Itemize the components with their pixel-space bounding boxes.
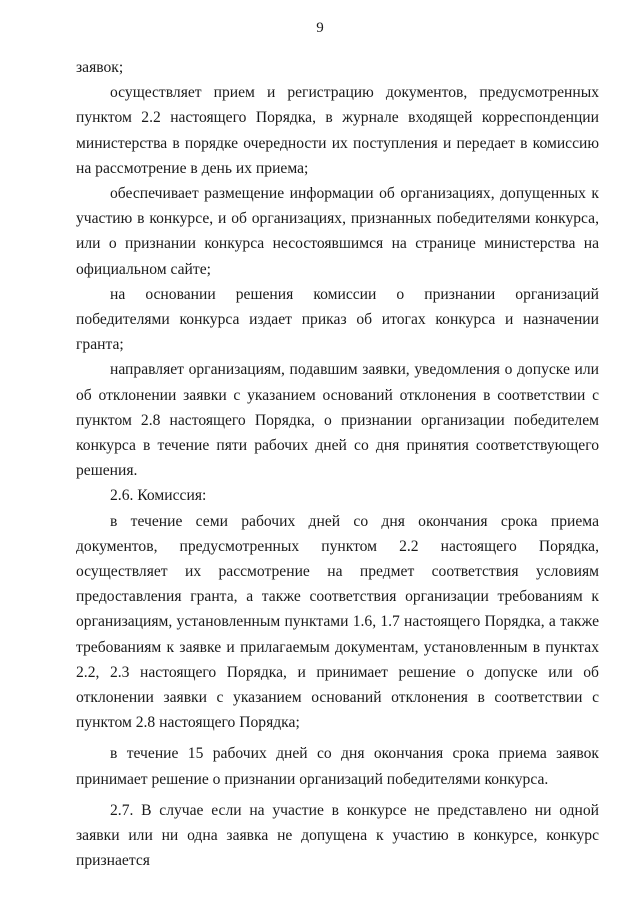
page-number: 9: [316, 20, 324, 36]
paragraph-order-issuing: на основании решения комиссии о признании организаций победителями конкурса издает приказ об итогах конкурса и назначении гранта;: [76, 285, 599, 354]
paragraph-commission-review: в течение семи рабочих дней со дня окончания срока приема документов, предусмотренных пунктом 2.2 настоящего Порядка, осуществляет их рассмотрение на предмет соответствия условиям предоставления гранта, а также соответствия организации требованиям к организациям, установленным пунктами 1.6, 1.7 настоящего Порядка, а также требованиям к заявке и прилагаемым документам, установленным в пунктах 2.2, 2.3 настоящего Порядка, и принимает решение о допуске или об отклонении заявки с указанием оснований отклонения в соответствии с пунктом 2.8 настоящего Порядка;: [76, 512, 599, 732]
paragraph-continuation: заявок;: [76, 59, 124, 76]
document-body: [76, 55, 599, 874]
paragraph-2-7: 2.7. В случае если на участие в конкурсе не представлено ни одной заявки или ни одна заявка не допущена к участию в конкурсе, конкурс признается: [76, 801, 599, 870]
paragraph-registration: осуществляет прием и регистрацию документов, предусмотренных пунктом 2.2 настоящего Порядка, в журнале входящей корреспонденции министерства в порядке очередности их поступления и передает в комиссию на рассмотрение в день их приема;: [76, 84, 599, 177]
section-heading-2-6: 2.6. Комиссия:: [110, 487, 207, 505]
paragraph-information-posting: обеспечивает размещение информации об организациях, допущенных к участию в конкурсе, и об организациях, признанных победителями конкурса, или о признании конкурса несостоявшимся на странице министерства на официальном сайте;: [76, 185, 599, 278]
paragraph-commission-decision: в течение 15 рабочих дней со дня окончания срока приема заявок принимает решение о признании организаций победителями конкурса.: [76, 745, 599, 788]
paragraph-notifications: направляет организациям, подавшим заявки, уведомления о допуске или об отклонении заявки с указанием оснований отклонения в соответствии с пунктом 2.8 настоящего Порядка, о признании организации победителем конкурса в течение пяти рабочих дней со дня принятия соответствующего решения.: [76, 361, 599, 480]
